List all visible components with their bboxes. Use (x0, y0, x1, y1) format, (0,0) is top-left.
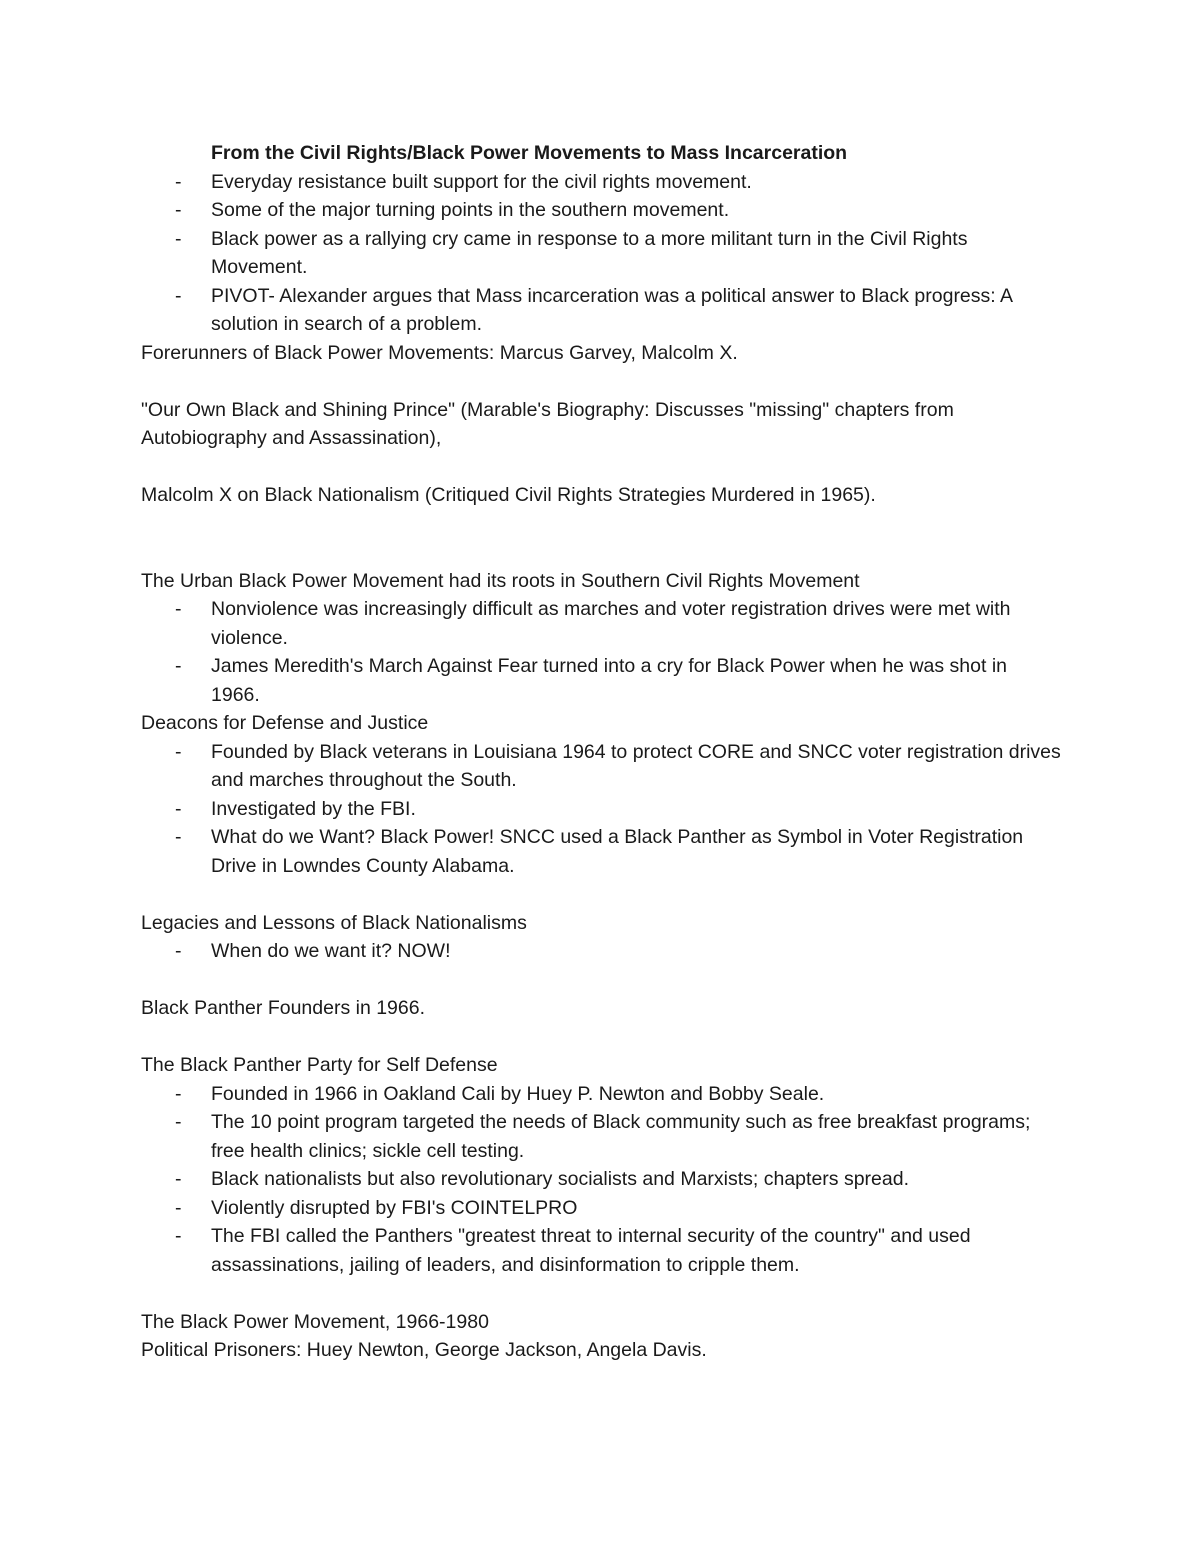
list-item: - Everyday resistance built support for the civil rights movement. (141, 168, 1061, 197)
spacer (141, 367, 1061, 396)
urban-bullet-list (141, 595, 1061, 709)
list-item: - When do we want it? NOW! (141, 937, 1061, 966)
list-item: - Some of the major turning points in the southern movement. (141, 196, 1061, 225)
founders-paragraph: Black Panther Founders in 1966. (141, 997, 426, 1019)
urban-heading: The Urban Black Power Movement had its roots in Southern Civil Rights Movement (141, 569, 860, 592)
list-item: - Founded by Black veterans in Louisiana 1964 to protect CORE and SNCC voter registration drives and marches throughout the South. (141, 738, 1061, 795)
list-item: - The FBI called the Panthers "greatest threat to internal security of the country" and used assassinations, jailing of leaders, and disinformation to cripple them. (141, 1222, 1061, 1279)
list-item: - The 10 point program targeted the needs of Black community such as free breakfast programs; free health clinics; sickle cell testing. (141, 1108, 1061, 1165)
spacer (141, 1279, 1061, 1308)
list-item: - What do we Want? Black Power! SNCC used a Black Panther as Symbol in Voter Registration Drive in Lowndes County Alabama. (141, 823, 1061, 880)
list-item: - Violently disrupted by FBI's COINTELPRO (141, 1194, 1061, 1223)
spacer (141, 453, 1061, 482)
deacons-bullet-list (141, 738, 1061, 881)
forerunners-paragraph: Forerunners of Black Power Movements: Marcus Garvey, Malcolm X. (141, 341, 738, 364)
document-title: From the Civil Rights/Black Power Movements to Mass Incarceration (211, 142, 848, 164)
spacer (141, 1023, 1061, 1052)
list-item: - Investigated by the FBI. (141, 795, 1061, 824)
document-page (141, 139, 1061, 1365)
bpp-bullet-list (141, 1080, 1061, 1280)
deacons-heading: Deacons for Defense and Justice (141, 712, 429, 734)
bpp-heading: The Black Panther Party for Self Defense (141, 1054, 498, 1076)
intro-bullet-list (141, 168, 1061, 339)
list-item: - Founded in 1966 in Oakland Cali by Huey P. Newton and Bobby Seale. (141, 1080, 1061, 1109)
list-item: - Nonviolence was increasingly difficult as marches and voter registration drives were met with violence. (141, 595, 1061, 652)
legacies-heading: Legacies and Lessons of Black Nationalisms (141, 911, 527, 934)
political-prisoners-paragraph: Political Prisoners: Huey Newton, George Jackson, Angela Davis. (141, 1339, 707, 1361)
shining-prince-paragraph: "Our Own Black and Shining Prince" (Marable's Biography: Discusses "missing" chapters from Autobiography and Assassination), (141, 398, 954, 449)
spacer (141, 510, 1061, 567)
bpm-years-paragraph: The Black Power Movement, 1966-1980 (141, 1310, 489, 1333)
list-item: - Black power as a rallying cry came in response to a more militant turn in the Civil Rights Movement. (141, 225, 1061, 282)
list-item: - PIVOT- Alexander argues that Mass incarceration was a political answer to Black progress: A solution in search of a problem. (141, 282, 1061, 339)
spacer (141, 880, 1061, 909)
spacer (141, 966, 1061, 995)
malcolm-nationalism-paragraph: Malcolm X on Black Nationalism (Critiqued Civil Rights Strategies Murdered in 1965). (141, 484, 876, 506)
list-item: - James Meredith's March Against Fear turned into a cry for Black Power when he was shot in 1966. (141, 652, 1061, 709)
list-item: - Black nationalists but also revolutionary socialists and Marxists; chapters spread. (141, 1165, 1061, 1194)
legacies-bullet-list (141, 937, 1061, 966)
